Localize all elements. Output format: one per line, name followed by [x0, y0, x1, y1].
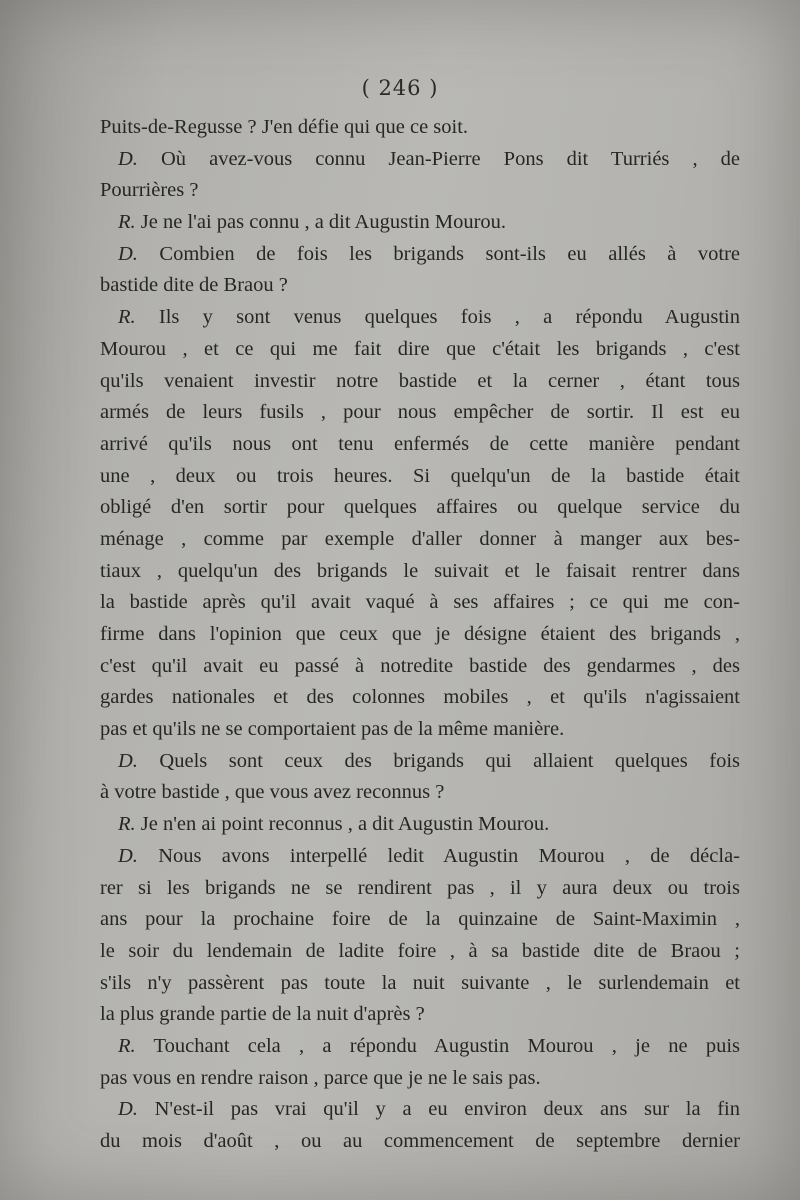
text-line [100, 334, 740, 366]
line-text: rer si les brigands ne se rendirent pas , il y aura deux ou trois [100, 876, 740, 899]
text-line [100, 714, 740, 746]
line-text: N'est-il pas vrai qu'il y a eu environ deux ans sur la fin [137, 1098, 740, 1121]
speaker-label: R. [118, 211, 136, 234]
line-text: gardes nationales et des colonnes mobiles , et qu'ils n'agissaient [100, 686, 740, 709]
line-text: le soir du lendemain de ladite foire , à sa bastide dite de Braou ; [100, 939, 740, 962]
line-text: à votre bastide , que vous avez reconnus ? [100, 781, 445, 804]
text-line [100, 587, 740, 619]
line-text: Ils y sont venus quelques fois , a répondu Augustin [135, 306, 740, 329]
line-text: Touchant cela , a répondu Augustin Mourou , je ne puis [135, 1034, 740, 1057]
speaker-label: D. [118, 1098, 138, 1121]
speaker-label: R. [118, 1034, 136, 1057]
line-text: bastide dite de Braou ? [100, 274, 288, 297]
line-text: Nous avons interpellé ledit Augustin Mourou , de décla- [137, 844, 740, 867]
text-line [100, 302, 740, 334]
line-text: la plus grande partie de la nuit d'après ? [100, 1003, 425, 1026]
page-number: ( 246 ) [361, 76, 439, 100]
line-text: pas vous en rendre raison , parce que je ne le sais pas. [100, 1066, 541, 1089]
line-text: arrivé qu'ils nous ont tenu enfermés de cette manière pendant [100, 432, 740, 455]
text-line [100, 1063, 740, 1095]
line-text: firme dans l'opinion que ceux que je désigne étaient des brigands , [100, 623, 740, 645]
line-text: armés de leurs fusils , pour nous empêcher de sortir. Il est eu [100, 401, 740, 424]
text-line [100, 841, 740, 873]
line-text: qu'ils venaient investir notre bastide et la cerner , étant tous [100, 369, 740, 392]
text-line [100, 397, 740, 429]
line-text: Je ne l'ai pas connu , a dit Augustin Mourou. [135, 211, 507, 234]
line-text: c'est qu'il avait eu passé à notredite bastide des gendarmes , des [100, 654, 740, 677]
text-line [100, 1031, 740, 1063]
line-text: obligé d'en sortir pour quelques affaires ou quelque service du [100, 496, 740, 519]
speaker-label: D. [118, 147, 138, 170]
line-text: pas et qu'ils ne se comportaient pas de la même manière. [100, 718, 565, 741]
text-line [100, 556, 740, 588]
text-line [100, 429, 740, 461]
text-line [100, 968, 740, 1000]
text-line [100, 936, 740, 968]
text-line [100, 112, 740, 144]
speaker-label: R. [118, 813, 136, 836]
text-line [100, 207, 740, 239]
speaker-label: D. [118, 749, 138, 772]
speaker-label: D. [118, 844, 138, 867]
line-text: Quels sont ceux des brigands qui allaient quelques fois [137, 749, 740, 772]
line-text: ménage , comme par exemple d'aller donner à manger aux bes- [100, 527, 740, 550]
line-text: s'ils n'y passèrent pas toute la nuit suivante , le surlendemain et [100, 971, 740, 994]
line-text: Puits-de-Regusse ? J'en défie qui que ce soit. [100, 116, 469, 138]
text-line [100, 619, 740, 651]
line-text: Combien de fois les brigands sont-ils eu allés à votre [137, 242, 740, 265]
text-line [100, 175, 740, 207]
text-line [100, 873, 740, 905]
text-line [100, 777, 740, 809]
speaker-label: R. [118, 306, 136, 329]
line-text: la bastide après qu'il avait vaqué à ses affaires ; ce qui me con- [100, 591, 740, 614]
line-text: Où avez-vous connu Jean-Pierre Pons dit Turriés , de [137, 147, 740, 170]
line-text: du mois d'août , ou au commencement de septembre dernier [100, 1130, 740, 1152]
line-text: tiaux , quelqu'un des brigands le suivait et le faisait rentrer dans [100, 559, 740, 582]
text-line [100, 239, 740, 271]
text-line [100, 809, 740, 841]
text-line [100, 492, 740, 524]
text-line [100, 1094, 740, 1126]
speaker-label: D. [118, 242, 138, 265]
line-text: une , deux ou trois heures. Si quelqu'un de la bastide était [100, 464, 740, 487]
line-text: Mourou , et ce qui me fait dire que c'était les brigands , c'est [100, 337, 740, 360]
text-line [100, 651, 740, 683]
text-line [100, 999, 740, 1031]
text-line [100, 461, 740, 493]
text-line [100, 366, 740, 398]
line-text: Je n'en ai point reconnus , a dit Augustin Mourou. [135, 813, 550, 836]
line-text: Pourrières ? [100, 179, 199, 202]
text-line [100, 270, 740, 302]
text-line [100, 524, 740, 556]
text-line [100, 904, 740, 936]
text-line [100, 746, 740, 778]
text-line [100, 682, 740, 714]
page-text [100, 112, 740, 1158]
line-text: ans pour la prochaine foire de la quinzaine de Saint-Maximin , [100, 908, 740, 931]
text-line [100, 1126, 740, 1158]
text-line [100, 144, 740, 176]
